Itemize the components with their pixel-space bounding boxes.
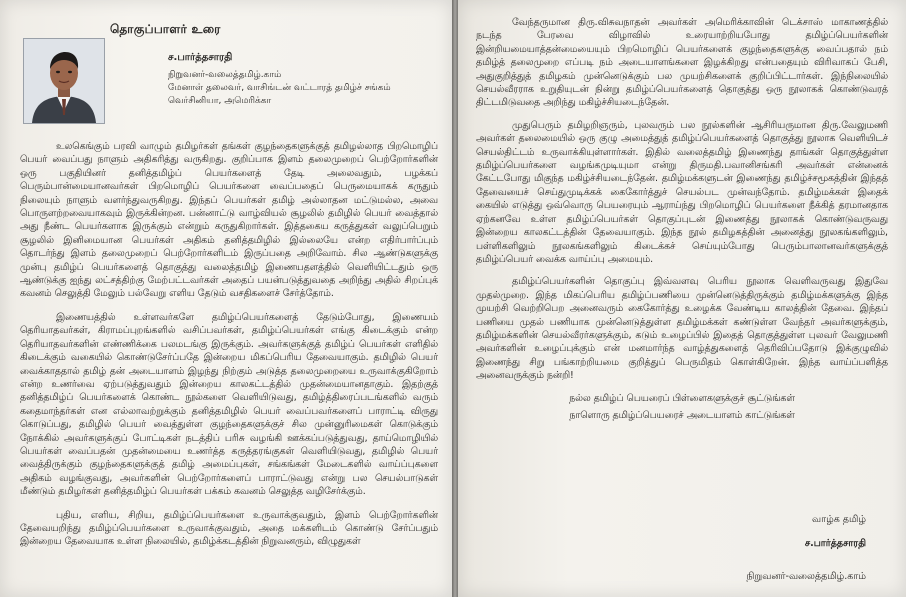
right-body-text: [476, 16, 888, 426]
author-location: வெர்சினியா, அமெரிக்கா: [168, 96, 272, 106]
author-name: ச.பார்த்தசாரதி: [168, 52, 233, 63]
paragraph: தமிழ்ப்பெயர்களின் தொகுப்பு இவ்வளவு பெரிய நூலாக வெளிவருவது இதுவே முதல்முறை. இந்த மிகப்பெரிய தமிழ்ப்பணியை முன்னெடுத்திருக்கும் தமிழ்மக்களுக்கு இந்த முயற்சி வெற்றிபெற அனைவரும் கைகோர்த்து உழைக்க வேண்டிய காலத்தின் தேவை. இந்தப் பணியை முதல் பணியாக முன்னெடுத்துள்ள தமிழ்மக்கள் கண்டுள்ள வேந்தர் அவர்களுக்கும், தமிழ்மக்களின் செயல்வீரர்களுக்கும், கடும் உழைப்பில் இதைத் தொகுத்துள்ள புலவர் வேலுமணி அவர்களின் உழைப்புக்கும் என் மனமார்ந்த வாழ்த்துகளைத் தெரிவிப்பதோடு இக்குழுவில் இணைந்து சிறு பங்காற்றியமை குறித்துப் பெருமிதம் கொள்கிறேன். இந்த வாய்ப்பளித்த அனைவருக்கும் நன்றி!: [476, 276, 888, 382]
signature-title: நிறுவனர்-வலைத்தமிழ்.காம்: [746, 571, 866, 582]
author-role: மேனாள் தலைவர், வாசிங்டன் வட்டாரத் தமிழ்ச் சங்கம்: [168, 83, 391, 93]
paragraph: புதிய, எளிய, சிறிய, தமிழ்ப்பெயர்களை உருவாக்குவதும், இளம் பெற்றோர்களின் தேவையறிந்து தமிழ்ப்பெயர்களை உருவாக்குவதும், அதை மக்களிடம் கொண்டு சேர்ப்பதும் இன்றைய தேவையாக உள்ள நிலையில், தமிழ்க்கடத்தின் நிறுவனரும், விழுதுகள்: [20, 509, 438, 548]
signature-name: ச.பார்த்தசாரதி: [804, 538, 866, 549]
author-role: நிறுவனர்-வலைத்தமிழ்.காம்: [168, 70, 282, 80]
closing-line: நல்ல தமிழ்ப் பெயரைப் பிள்ளைகளுக்குச் சூட்டுங்கள்: [569, 392, 795, 404]
author-block: [168, 52, 443, 108]
author-photo: [23, 38, 105, 124]
left-body-text: [20, 140, 438, 559]
author-portrait-icon: [24, 39, 104, 123]
paragraph: வேந்தருமான திரு.விசுவநாதன் அவர்கள் அமெரிக்காவின் டெக்சாஸ் மாகாணத்தில் நடந்த பேரவை விழாவில் உரையாற்றியபோது தமிழ்ப்பெயர்களின் இன்றியமையாத்தன்மையையும் பிறமொழிப் பெயர்களைக் குழந்தைகளுக்கு வைப்பதால் நம் தமிழ்த் தலைமுறை எப்படி நம் அடையாளங்களை இழக்கிறது என்பதையும் விரிவாகப் பேசி, அதுகுறித்துத் தமிழகம் முன்னெடுக்கும் பல முயற்சிகளைக் குறிப்பிட்டார்கள். இந்நிலையில் செயல்வீரராக உறுதியுடன் நின்று தமிழ்ப்பெயர்களைத் தொகுத்து ஒரு நூலாகக் கொண்டுவரத் திட்டமிடுவதை அறிந்து மகிழ்ச்சியடைந்தேன்.: [476, 17, 888, 109]
right-page: [458, 0, 906, 597]
paragraph: முதுபெரும் தமிழறிஞரும், புலவரும் பல நூல்களின் ஆசிரியருமான திரு.வேலுமணி அவர்கள் தலைமையில் ஒரு குழு அமைத்துத் தமிழ்ப்பெயர்களைத் தொகுத்து நூலாக வெளியிடச் செயல்திட்டம் உருவாக்கியுள்ளார்கள். இதில் வலைத்தமிழ் இணைந்து தாங்கள் தொகுத்துள்ள தமிழ்ப்பெயர்களை வழங்கமுடியுமா என்று திருமதி.பவானிசங்கரி அவர்கள் என்னைக் கேட்டபோது மிகுந்த மகிழ்ச்சியடைந்தேன். தமிழ்மக்களுடன் இணைந்து தமிழ்ச்சமூகத்தின் இந்தத் தேவையைச் செய்துமுடிக்கக் கைகோர்த்துச் செயல்பட முன்வந்தோம். தமிழ்மக்கள் இதைக் கையில் எடுத்து ஒவ்வொரு பெயரையும் ஆராய்ந்து பிறமொழிப் பெயர்களை நீக்கித் தரமானதாக ஏற்கனவே உள்ள தமிழ்ப்பெயர்கள் தொகுப்புடன் இணைத்து நூலாகக் கொண்டுவருவது இன்றைய காலகட்டத்தின் தேவையாகும். இந்த நூல் தமிழகத்தின் அனைத்து நூலகங்களிலும், பள்ளிகளிலும் நூலகங்களிலும் கிடைக்கச் செய்யும்போது பெரும்பாலானவர்களுக்குத் தமிழ்ப்பெயர் வைக்க வாய்ப்பு அமையும்.: [476, 119, 888, 265]
paragraph: இணையத்தில் உள்ளவர்களே தமிழ்ப்பெயர்களைத் தேடும்போது, இணையம் தெரியாதவர்கள், கிராமப்புறங்களில் வசிப்பவர்கள், தமிழ்ப்பெயர்கள் எங்கு கிடைக்கும் என்ற தெரியாதவர்களின் எண்ணிக்கை பலமடங்கு இருக்கும். அவர்களுக்குத் தமிழ்ப் பெயர்கள் எளிதில் கிடைக்கும் வகையில் கொண்டுசேர்ப்பதே இன்றைய மிகப்பெரிய தேவையாகும். தமிழில் பெயர் வைக்காததால் தமிழ் தன் அடையாளம் இழந்து நிற்கும் அடுத்த தலைமுறையை உருவாக்குகிறோம் என்ற உணர்வை ஏற்படுத்துவதும் இன்றைய காலகட்டத்தில் முதன்மையானதாகும். இதற்குத் தனித்தமிழ்ப் பெயர்களைக் கொண்ட நூல்களை வெளியிடுவது, தமிழ்த்திரைப்படங்களில் வரும் கதைமாந்தர்கள் என எல்லாவற்றுக்கும் தனித்தமிழில் பெயர் வைப்பவர்களைப் பாராட்டி விருது கொடுப்பது, தமிழில் பெயர் வைத்துள்ள குழந்தைகளுக்குச் சில முன்னுரிமைகள் கொடுக்கும் நோக்கில் அவர்களுக்குப் போட்டிகள் நடத்திப் பரிசு வழங்கி ஊக்கப்படுத்துவது, தாய்மொழியில் பெயர்கள் வைப்பதன் முதன்மையை உணர்த்த கருத்தரங்குகள் வெளியிடுவது, தமிழில் பெயர் வைத்திருக்கும் குழந்தைகளுக்குத் தமிழ் அமைப்புகள், சங்கங்கள் மேடைகளில் வாய்ப்புகளை அதிகம் வழங்குவது, அவர்களின் பெற்றோர்களைப் பாராட்டுவது என்று பல செயல்பாடுகள் மீண்டும் தமிழர்கள் தனித்தமிழ்ப் பெயர்கள் பக்கம் கவனம் செலுத்த வழிசேர்க்கும்.: [20, 311, 438, 498]
sign-off: வாழ்க தமிழ்: [812, 514, 866, 525]
section-title: தொகுப்பாளர் உரை: [110, 22, 221, 36]
left-page: [0, 0, 452, 597]
paragraph: உலகெங்கும் பரவி வாழும் தமிழர்கள் தங்கள் குழந்தைகளுக்குத் தமிழல்லாத பிறமொழிப் பெயர் வைப்பது நாளும் அதிகரித்து வருகிறது. குறிப்பாக இளம் தலைமுறைப் பெற்றோர்களின் ஒரு பகுதியினர் தனித்தமிழ்ப் பெயர்களைத் தேடி அலைவதும், பழக்கப் பெரும்பான்மையானவர்கள் பிறமொழிப் பெயர்களை வைப்பதைப் பெருமையாகக் கருதும் நிலையும் நாளும் வளர்ந்துவருகிறது. இந்தப் பெயர்கள் தமிழ் அல்லாதன மட்டுமல்ல, அவை பொருளற்றவையாகவும் இருக்கின்றன. பன்னாட்டு வாழ்வியல் சூழலில் தமிழில் பெயர் வைத்தால் அது நீண்ட பெயர்களாக இருக்கும் என்றும் கருதுகிறார்கள். இத்தகைய கருத்துகள் வலுப்பெறும் சூழலில் இனிமையான பெயர்கள் அதிகம் தனித்தமிழில் இல்லையே என்ற எதிர்பார்ப்பும் தொடர்ந்து இளம் தலைமுறைப் பெற்றோர்களிடம் இருப்பதை அறிவோம். சில ஆண்டுகளுக்கு முன்பு தமிழ்ப் பெயர்களைத் தொகுத்து வலைத்தமிழ் இணையதளத்தில் வெளியிட்டதும் ஒரு ஆண்டுக்கு ஐந்து லட்சத்திற்கு மேற்பட்டவர்கள் அதைப் பயன்படுத்துவதை அறிந்து அதில் சிறப்புக் கவனம் செலுத்தி மேலும் பல்வேறு எளிய தேடும் வசதிகளைச் சேர்த்தோம்.: [20, 141, 438, 300]
closing-line: நாளொரு தமிழ்ப்பெயரைச் அடையாளம் காட்டுங்கள்: [569, 409, 795, 421]
